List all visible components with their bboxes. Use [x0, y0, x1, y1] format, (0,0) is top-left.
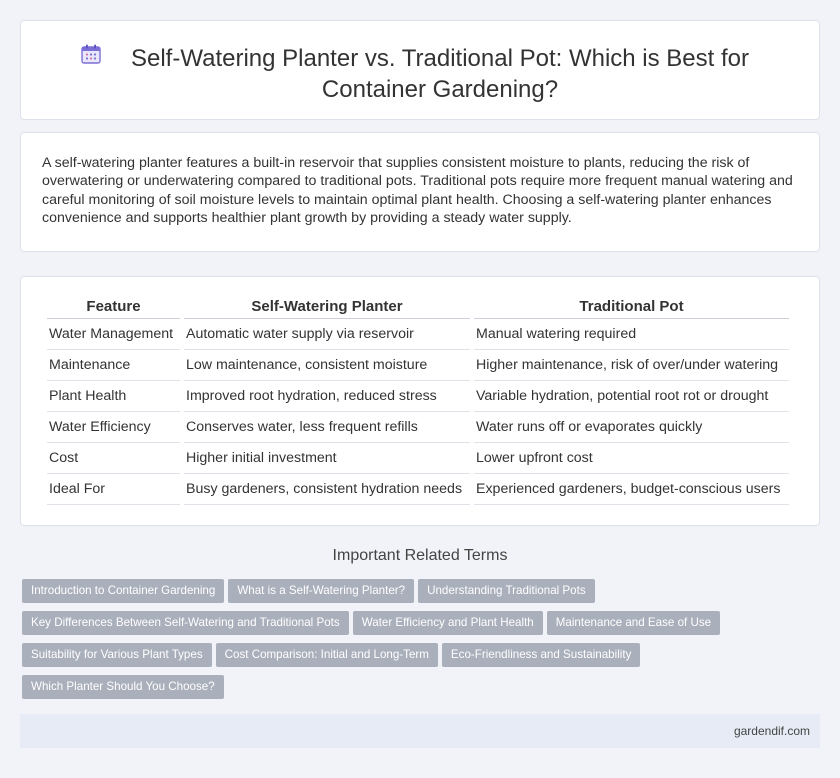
row-self-watering: Automatic water supply via reservoir [184, 319, 470, 350]
row-self-watering: Low maintenance, consistent moisture [184, 350, 470, 381]
footer [20, 714, 820, 748]
table-row [47, 443, 789, 474]
row-feature: Cost [47, 443, 180, 474]
related-term-link[interactable]: Understanding Traditional Pots [418, 579, 595, 603]
row-self-watering: Improved root hydration, reduced stress [184, 381, 470, 412]
table-row [47, 474, 789, 505]
title-card [20, 20, 820, 120]
intro-card [20, 132, 820, 252]
related-term-link[interactable]: Suitability for Various Plant Types [22, 643, 212, 667]
row-feature: Maintenance [47, 350, 180, 381]
row-traditional: Lower upfront cost [474, 443, 789, 474]
header-self-watering: Self-Watering Planter [184, 295, 470, 319]
row-traditional: Experienced gardeners, budget-conscious users [474, 474, 789, 505]
related-term-link[interactable]: Eco-Friendliness and Sustainability [442, 643, 640, 667]
page-title: Self-Watering Planter vs. Traditional Pot: Which is Best for Container Gardening? [130, 45, 749, 103]
calendar-icon [80, 43, 102, 65]
comparison-table [43, 295, 793, 505]
related-term-link[interactable]: Maintenance and Ease of Use [547, 611, 720, 635]
related-term-link[interactable]: Which Planter Should You Choose? [22, 675, 224, 699]
row-traditional: Manual watering required [474, 319, 789, 350]
row-self-watering: Busy gardeners, consistent hydration needs [184, 474, 470, 505]
row-feature: Water Management [47, 319, 180, 350]
intro-paragraph: A self-watering planter features a built-in reservoir that supplies consistent moisture to plants, reducing the risk of overwatering or underwatering compared to traditional pots. Traditional pots require more frequent manual watering and careful monitoring of soil moisture levels to maintain optimal plant health. Choosing a self-watering planter enhances convenience and supports healthier plant growth by providing a steady water supply. [42, 155, 793, 226]
related-term-link[interactable]: Water Efficiency and Plant Health [353, 611, 543, 635]
header-traditional: Traditional Pot [474, 295, 789, 319]
table-row [47, 412, 789, 443]
site-name[interactable]: gardendif.com [733, 724, 810, 738]
row-traditional: Water runs off or evaporates quickly [474, 412, 789, 443]
row-self-watering: Higher initial investment [184, 443, 470, 474]
row-self-watering: Conserves water, less frequent refills [184, 412, 470, 443]
related-term-link[interactable]: Key Differences Between Self-Watering and Traditional Pots [22, 611, 349, 635]
table-row [47, 350, 789, 381]
title-wrap [21, 43, 819, 105]
comparison-card [20, 276, 820, 526]
related-terms-list [22, 579, 822, 707]
table-row [47, 381, 789, 412]
header-feature: Feature [47, 295, 180, 319]
row-feature: Plant Health [47, 381, 180, 412]
table-row [47, 319, 789, 350]
row-traditional: Higher maintenance, risk of over/under watering [474, 350, 789, 381]
table-header-row [47, 295, 789, 319]
row-feature: Water Efficiency [47, 412, 180, 443]
row-traditional: Variable hydration, potential root rot or drought [474, 381, 789, 412]
related-terms-heading: Important Related Terms [332, 547, 508, 564]
related-term-link[interactable]: Cost Comparison: Initial and Long-Term [216, 643, 438, 667]
related-term-link[interactable]: Introduction to Container Gardening [22, 579, 224, 603]
related-term-link[interactable]: What is a Self-Watering Planter? [228, 579, 414, 603]
row-feature: Ideal For [47, 474, 180, 505]
